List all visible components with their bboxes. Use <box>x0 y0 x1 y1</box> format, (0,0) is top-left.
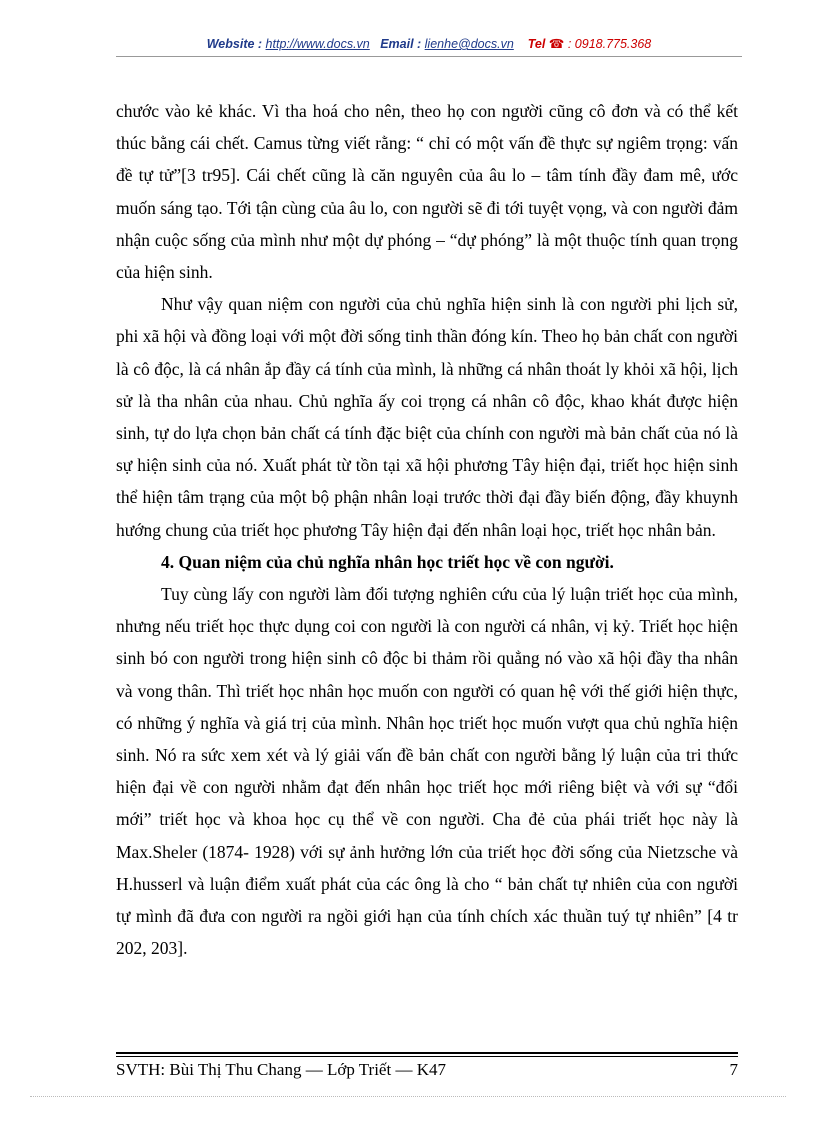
email-link[interactable]: lienhe@docs.vn <box>424 37 514 51</box>
footer-divider-thick <box>116 1052 738 1054</box>
footer-author: SVTH: Bùi Thị Thu Chang — Lớp Triết — K47 <box>116 1060 446 1079</box>
header-divider <box>116 56 742 57</box>
document-body <box>116 95 738 964</box>
email-label: Email <box>380 37 414 51</box>
email-separator: : <box>413 37 425 51</box>
website-separator: : <box>254 37 266 51</box>
page-number: 7 <box>729 1060 738 1079</box>
tel-value: : 0918.775.368 <box>564 37 652 51</box>
website-link[interactable]: http://www.docs.vn <box>265 37 370 51</box>
phone-icon: ☎ <box>548 37 565 51</box>
section-heading: 4. Quan niệm của chủ nghĩa nhân học triết học về con người. <box>161 551 614 572</box>
page-bottom-divider <box>30 1096 786 1097</box>
footer-divider-thin <box>116 1056 738 1057</box>
page-footer <box>116 1059 738 1081</box>
page-header <box>116 36 742 51</box>
website-label: Website <box>206 37 255 51</box>
paragraph-1: chước vào kẻ khác. Vì tha hoá cho nên, theo họ con người cũng cô đơn và có thể kết thúc bằng cái chết. Camus từng viết rằng: “ chỉ có một vấn đề thực sự ngiêm trọng: vấn đề tự tử”[3 tr95]. Cái chết cũng là căn nguyên của âu lo – tâm tính đầy đam mê, ước muốn sáng tạo. Tới tận cùng của âu lo, con người sẽ đi tới tuyệt vọng, và con người đảm nhận cuộc sống của mình như một dự phóng – “dự phóng” là một thuộc tính quan trọng của hiện sinh. <box>116 101 738 283</box>
paragraph-3: Tuy cùng lấy con người làm đối tượng nghiên cứu của lý luận triết học của mình, nhưng nếu triết học thực dụng coi con người là con người cá nhân, vị kỷ. Triết học hiện sinh bó con người trong hiện sinh cô độc bi thảm rồi quẳng nó vào xã hội đầy tha nhân và vong thân. Thì triết học nhân học muốn con người có quan hệ với thế giới hiện thực, có những ý nghĩa và giá trị của mình. Nhân học triết học muốn vượt qua chủ nghĩa hiện sinh. Nó ra sức xem xét và lý giải vấn đề bản chất con người bằng lý luận của tri thức hiện đại về con người nhằm đạt đến nhân học triết học mới riêng biệt và với sự “đổi mới” triết học và khoa học cụ thể về con người. Cha đẻ của phái triết học này là Max.Sheler (1874- 1928) với sự ảnh hưởng lớn của triết học đời sống của Nietzsche và H.husserl và luận điểm xuất phát của các ông là cho “ bản chất tự nhiên của con người tự mình đã đưa con người ra ngồi giới hạn của tính chích xác thuần tuý tự nhiên” [4 tr 202, 203]. <box>116 584 738 959</box>
tel-label: Tel <box>527 37 546 51</box>
paragraph-2: Như vậy quan niệm con người của chủ nghĩa hiện sinh là con người phi lịch sử, phi xã hội và đồng loại với một đời sống tinh thần đóng kín. Theo họ bản chất con người là cô độc, là cá nhân ắp đầy cá tính của mình, là những cá nhân thoát ly khỏi xã hội, lịch sử là tha nhân của nhau. Chủ nghĩa ấy coi trọng cá nhân cô độc, khao khát được hiện sinh, tự do lựa chọn bản chất cá tính đặc biệt của chính con người mà bản chất của nó là sự hiện sinh của nó. Xuất phát từ tồn tại xã hội phương Tây hiện đại, triết học hiện sinh thể hiện tâm trạng của một bộ phận nhân loại trước thời đại đầy biến động, đầy khuynh hướng chung của triết học phương Tây hiện đại đến nhân loại học, triết học nhân bản. <box>116 294 738 540</box>
